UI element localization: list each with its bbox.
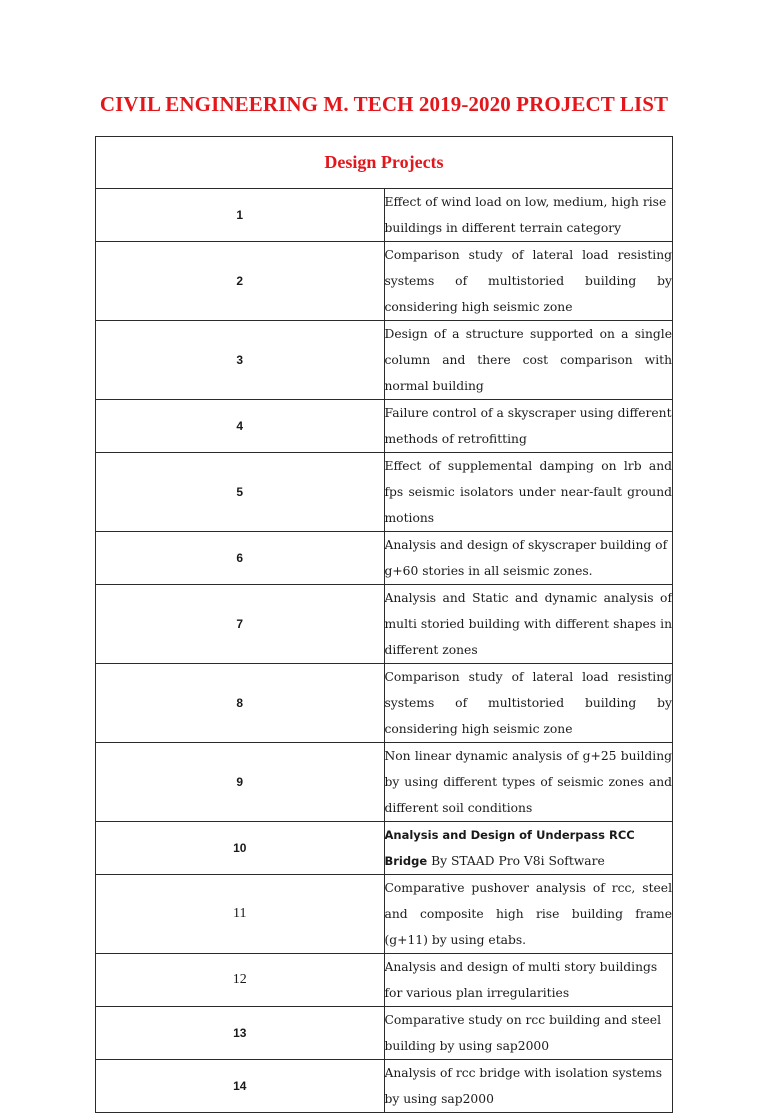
table-row	[96, 664, 673, 743]
section-header: Design Projects	[96, 137, 673, 189]
table-header-row	[96, 137, 673, 189]
table-row	[96, 585, 673, 664]
project-number: 6	[96, 532, 385, 585]
project-description: Effect of supplemental damping on lrb and fps seismic isolators under near-fault ground motions	[384, 453, 673, 532]
project-description: Comparative study on rcc building and steel building by using sap2000	[384, 1007, 673, 1060]
project-description: Comparison study of lateral load resisting systems of multistoried building by considering high seismic zone	[384, 664, 673, 743]
table-row	[96, 1060, 673, 1113]
table-row	[96, 453, 673, 532]
project-description: Analysis of rcc bridge with isolation systems by using sap2000	[384, 1060, 673, 1113]
project-number: 14	[96, 1060, 385, 1113]
table-row	[96, 532, 673, 585]
table-row	[96, 743, 673, 822]
project-number: 8	[96, 664, 385, 743]
table-row	[96, 1007, 673, 1060]
project-description: Analysis and Static and dynamic analysis of multi storied building with different shapes in different zones	[384, 585, 673, 664]
project-number: 13	[96, 1007, 385, 1060]
project-number: 3	[96, 321, 385, 400]
project-description: Analysis and design of skyscraper building of g+60 stories in all seismic zones.	[384, 532, 673, 585]
table-row	[96, 875, 673, 954]
project-number: 12	[96, 954, 385, 1007]
project-description: Analysis and design of multi story buildings for various plan irregularities	[384, 954, 673, 1007]
table-row	[96, 822, 673, 875]
project-description-rest: By STAAD Pro V8i Software	[427, 854, 605, 868]
project-description: Failure control of a skyscraper using different methods of retrofitting	[384, 400, 673, 453]
page-title: CIVIL ENGINEERING M. TECH 2019-2020 PROJECT LIST	[99, 92, 669, 116]
project-description: Comparison study of lateral load resisting systems of multistoried building by considering high seismic zone	[384, 242, 673, 321]
project-number: 10	[96, 822, 385, 875]
table-row	[96, 321, 673, 400]
table-row	[96, 242, 673, 321]
project-number: 4	[96, 400, 385, 453]
project-description	[384, 822, 673, 875]
project-table	[95, 136, 673, 1113]
project-number: 2	[96, 242, 385, 321]
project-number: 9	[96, 743, 385, 822]
table-row	[96, 189, 673, 242]
project-number: 1	[96, 189, 385, 242]
project-description-bold: Analysis and Design of Underpass RCC Bridge	[384, 828, 635, 868]
project-description: Comparative pushover analysis of rcc, steel and composite high rise building frame (g+11) by using etabs.	[384, 875, 673, 954]
table-row	[96, 954, 673, 1007]
table-row	[96, 400, 673, 453]
project-number: 11	[96, 875, 385, 954]
project-number: 7	[96, 585, 385, 664]
project-description: Non linear dynamic analysis of g+25 building by using different types of seismic zones and different soil conditions	[384, 743, 673, 822]
project-description: Design of a structure supported on a single column and there cost comparison with normal building	[384, 321, 673, 400]
project-description: Effect of wind load on low, medium, high rise buildings in different terrain category	[384, 189, 673, 242]
project-number: 5	[96, 453, 385, 532]
